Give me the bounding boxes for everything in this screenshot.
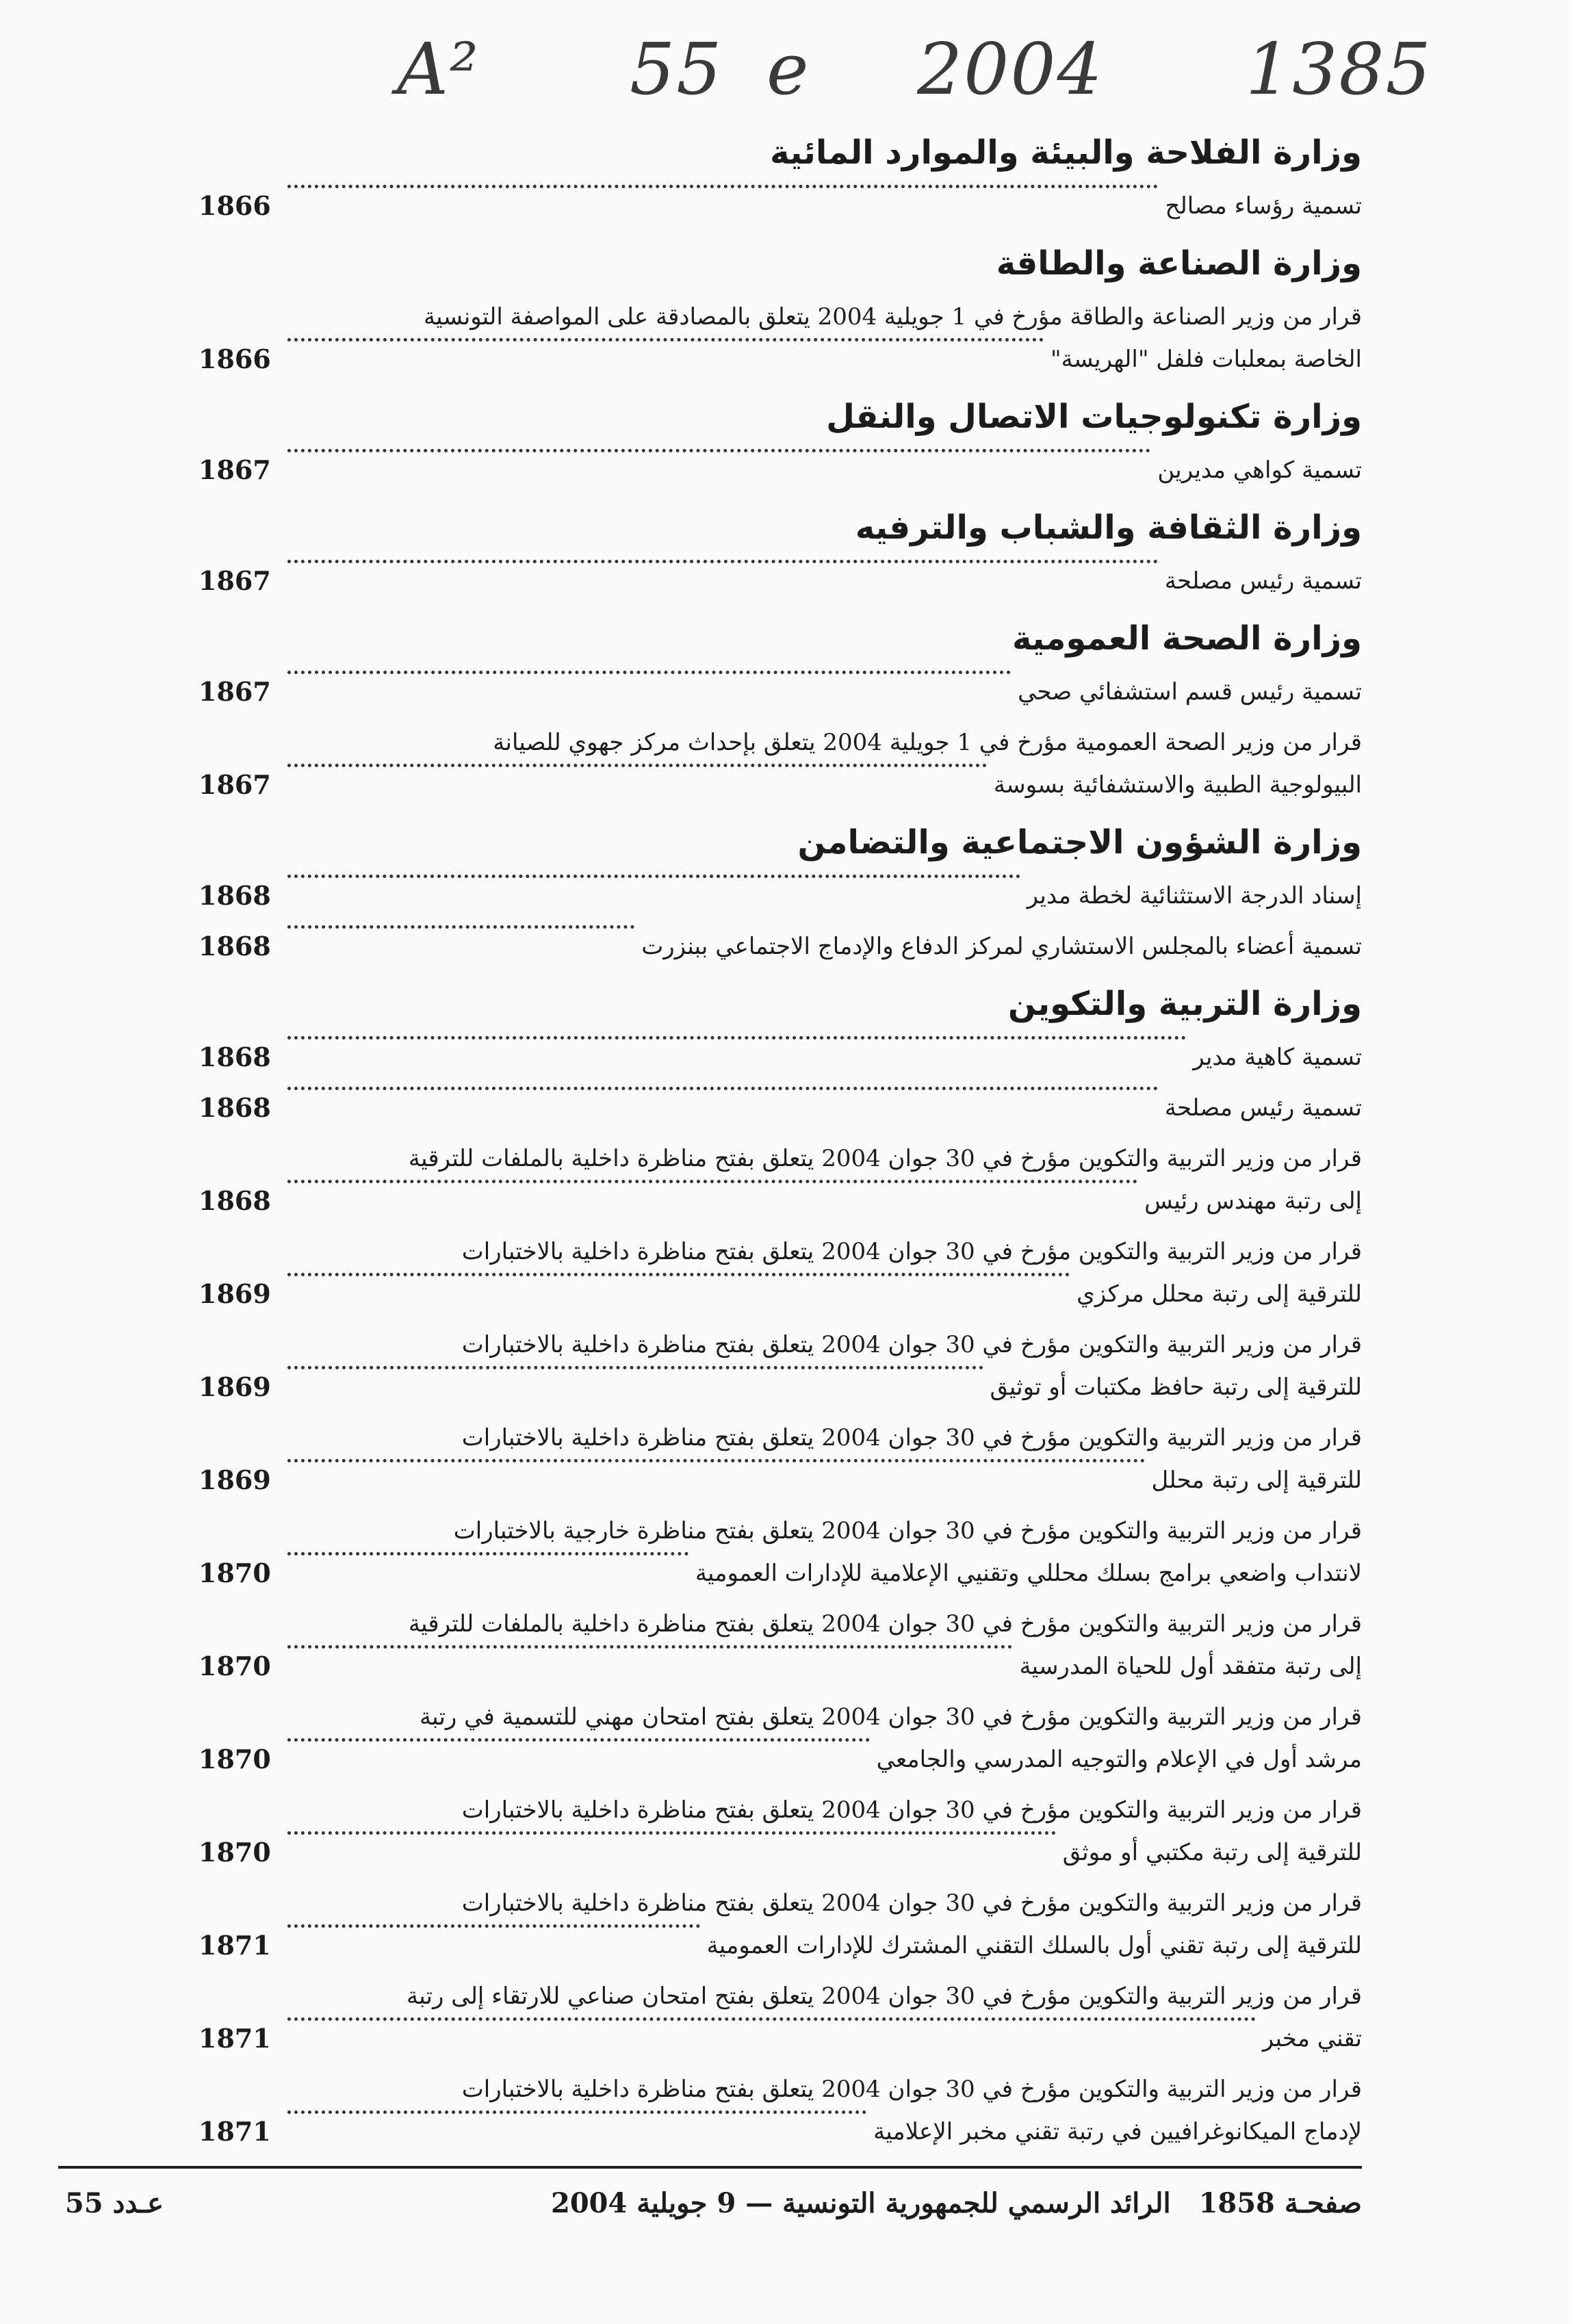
- dot-leader: [287, 1459, 1145, 1462]
- toc-entry-line: الخاصة بمعلبات فلفل "الهريسة": [1050, 346, 1362, 373]
- toc-entry-line: إلى رتبة متفقد أول للحياة المدرسية: [1019, 1653, 1362, 1680]
- toc-entry-last-line: [281, 1366, 1362, 1408]
- toc-entry-text: [281, 875, 1362, 917]
- dot-leader: [287, 1831, 1056, 1835]
- toc-entry-text: [281, 1789, 1362, 1874]
- toc-page-number: 1869: [198, 1278, 271, 1309]
- toc-entry-line: إلى رتبة مهندس رئيس: [1144, 1187, 1362, 1215]
- toc-entry-line: قرار من وزير التربية والتكوين مؤرخ في 30 جوان 2004 يتعلق بفتح مناظرة داخلية بالاختبارات: [461, 2076, 1362, 2103]
- toc-entry: [198, 1087, 1362, 1129]
- toc-entry-line: لانتداب واضعي برامج بسلك محللي وتقنيي الإعلامية للإدارات العمومية: [695, 1560, 1362, 1587]
- handwritten-mark: 1385: [1246, 27, 1432, 111]
- footer-rule: [58, 2166, 1362, 2169]
- dot-leader: [287, 671, 1011, 674]
- toc-page-number: 1868: [198, 1185, 271, 1216]
- toc-entry-line: قرار من وزير التربية والتكوين مؤرخ في 30 جوان 2004 يتعلق بفتح مناظرة خارجية بالاختبارات: [453, 1517, 1362, 1545]
- toc-entry-line: تسمية رؤساء مصالح: [1165, 192, 1362, 220]
- toc-entry: [198, 671, 1362, 713]
- toc-entry-line: تسمية أعضاء بالمجلس الاستشاري لمركز الدفاع والإدماج الاجتماعي ببنزرت: [641, 933, 1362, 960]
- toc-entry: [198, 925, 1362, 968]
- toc-entry-line: قرار من وزير التربية والتكوين مؤرخ في 30 جوان 2004 يتعلق بفتح مناظرة داخلية بالاختبارات: [461, 1424, 1362, 1451]
- toc-entry-text: [281, 1975, 1362, 2060]
- ministry-heading: وزارة الشؤون الاجتماعية والتضامن: [797, 823, 1362, 862]
- toc-entry: [198, 1975, 1362, 2060]
- toc-entry-last-line: [281, 449, 1362, 491]
- toc-entry-line: قرار من وزير التربية والتكوين مؤرخ في 30 جوان 2004 يتعلق بفتح امتحان مهني للتسمية في رتبة: [419, 1703, 1362, 1731]
- dot-leader: [287, 560, 1158, 563]
- toc-entry-line: قرار من وزير التربية والتكوين مؤرخ في 30 جوان 2004 يتعلق بفتح مناظرة داخلية بالاختبارات: [461, 1238, 1362, 1265]
- toc-entry-last-line: [281, 1645, 1362, 1688]
- toc-entry: [198, 1036, 1362, 1079]
- toc-page-number: 1866: [198, 344, 271, 374]
- toc-entry-line: البيولوجية الطبية والاستشفائية بسوسة: [993, 771, 1362, 799]
- handwritten-mark: e: [766, 27, 810, 111]
- toc-entry: [198, 185, 1362, 227]
- toc-entry-last-line: [281, 185, 1362, 227]
- toc-entry-line: تسمية رئيس مصلحة: [1164, 567, 1362, 595]
- toc-page-number: 1867: [198, 676, 271, 707]
- toc-entry-text: [281, 925, 1362, 968]
- toc-page-number: 1870: [198, 1744, 271, 1774]
- toc-page-number: 1871: [198, 1930, 271, 1961]
- toc-page-number: 1869: [198, 1371, 271, 1402]
- footer-issue-number: عـدد 55: [65, 2187, 164, 2219]
- toc-entry-text: [281, 1417, 1362, 1501]
- toc-entry-last-line: [281, 764, 1362, 806]
- toc-entry: [198, 1230, 1362, 1315]
- toc-page-number: 1869: [198, 1464, 271, 1495]
- toc-entry-line: قرار من وزير التربية والتكوين مؤرخ في 30 جوان 2004 يتعلق بفتح مناظرة داخلية بالملفات للترقية: [408, 1610, 1362, 1638]
- toc-entry-line: للترقية إلى رتبة محلل مركزي: [1077, 1280, 1362, 1308]
- ministry-heading: وزارة الفلاحة والبيئة والموارد المائية: [770, 133, 1362, 172]
- toc-entry: [198, 1789, 1362, 1874]
- toc-page-number: 1868: [198, 1042, 271, 1072]
- toc-entry-last-line: [281, 1180, 1362, 1222]
- handwritten-mark: A²: [397, 27, 480, 111]
- toc-entry-line: قرار من وزير الصحة العمومية مؤرخ في 1 جويلية 2004 يتعلق بإحداث مركز جهوي للصيانة: [493, 729, 1362, 756]
- toc-entry-line: قرار من وزير التربية والتكوين مؤرخ في 30 جوان 2004 يتعلق بفتح مناظرة داخلية بالملفات للترقية: [408, 1145, 1362, 1172]
- toc-entry-line: لإدماج الميكانوغرافيين في رتبة تقني مخبر الإعلامية: [873, 2118, 1362, 2145]
- toc-entry-last-line: [281, 560, 1362, 602]
- toc-entry-line: للترقية إلى رتبة تقني أول بالسلك التقني المشترك للإدارات العمومية: [706, 1932, 1362, 1959]
- toc-page-number: 1870: [198, 1651, 271, 1681]
- dot-leader: [287, 1087, 1158, 1090]
- toc-entry: [198, 1417, 1362, 1501]
- toc-page-number: 1871: [198, 2116, 271, 2147]
- dot-leader: [287, 449, 1150, 452]
- ministry-heading: وزارة الصناعة والطاقة: [996, 244, 1362, 283]
- ministry-heading: وزارة تكنولوجيات الاتصال والنقل: [826, 398, 1362, 436]
- toc-entry-line: تسمية رئيس قسم استشفائي صحي: [1018, 678, 1362, 706]
- toc-entry-line: مرشد أول في الإعلام والتوجيه المدرسي والجامعي: [876, 1746, 1362, 1773]
- toc-entry: [198, 875, 1362, 917]
- toc-page-number: 1868: [198, 931, 271, 961]
- toc-entry: [198, 1882, 1362, 1967]
- toc-entry-last-line: [281, 875, 1362, 917]
- toc-entry-text: [281, 1087, 1362, 1129]
- toc-page-number: 1867: [198, 565, 271, 596]
- toc-entry-last-line: [281, 2017, 1362, 2060]
- toc-page-number: 1867: [198, 454, 271, 485]
- dot-leader: [287, 1552, 688, 1555]
- toc-entry-text: [281, 449, 1362, 491]
- toc-entry-last-line: [281, 1036, 1362, 1079]
- toc-entry: [198, 1137, 1362, 1222]
- toc-entry-last-line: [281, 1924, 1362, 1967]
- dot-leader: [287, 925, 634, 929]
- toc-entry: [198, 721, 1362, 806]
- toc-entry-last-line: [281, 1087, 1362, 1129]
- toc-entry-text: [281, 1230, 1362, 1315]
- toc-entry-last-line: [281, 671, 1362, 713]
- toc-entry-last-line: [281, 1459, 1362, 1501]
- handwritten-mark: 55: [630, 27, 723, 111]
- toc-entry-text: [281, 296, 1362, 380]
- toc-entry-text: [281, 1603, 1362, 1688]
- toc-page-number: 1868: [198, 1092, 271, 1123]
- toc-page-number: 1870: [198, 1837, 271, 1868]
- dot-leader: [287, 185, 1158, 188]
- footer-page-number: صفحـة 1858: [1198, 2187, 1362, 2219]
- toc-entry-line: قرار من وزير التربية والتكوين مؤرخ في 30 جوان 2004 يتعلق بفتح مناظرة داخلية بالاختبارات: [461, 1331, 1362, 1358]
- dot-leader: [287, 875, 1020, 878]
- toc-entry-line: تسمية كاهية مدير: [1193, 1044, 1362, 1071]
- toc-entry: [198, 1510, 1362, 1594]
- dot-leader: [287, 1366, 983, 1369]
- handwritten-mark: 2004: [917, 27, 1104, 111]
- dot-leader: [287, 1645, 1012, 1649]
- toc-entry-last-line: [281, 1738, 1362, 1781]
- dot-leader: [287, 1738, 870, 1742]
- toc-entry-last-line: [281, 1552, 1362, 1594]
- toc-entry-text: [281, 560, 1362, 602]
- toc-entry-line: قرار من وزير التربية والتكوين مؤرخ في 30 جوان 2004 يتعلق بفتح مناظرة داخلية بالاختبارات: [461, 1889, 1362, 1917]
- toc-entry-line: قرار من وزير الصناعة والطاقة مؤرخ في 1 جويلية 2004 يتعلق بالمصادقة على المواصفة التونسية: [423, 303, 1362, 331]
- toc-entry: [198, 296, 1362, 380]
- dot-leader: [287, 764, 987, 767]
- toc-entry: [198, 1696, 1362, 1781]
- toc-entry-last-line: [281, 1831, 1362, 1874]
- ministry-heading: وزارة الصحة العمومية: [1012, 619, 1362, 658]
- toc-entry-text: [281, 1882, 1362, 1967]
- ministry-heading: وزارة الثقافة والشباب والترفيه: [855, 508, 1362, 547]
- dot-leader: [287, 1924, 700, 1928]
- toc-page-number: 1868: [198, 880, 271, 911]
- toc-entry-line: قرار من وزير التربية والتكوين مؤرخ في 30 جوان 2004 يتعلق بفتح مناظرة داخلية بالاختبارات: [461, 1796, 1362, 1824]
- toc-entry-text: [281, 185, 1362, 227]
- toc-entry-text: [281, 721, 1362, 806]
- toc-page-number: 1871: [198, 2023, 271, 2054]
- toc-entry-text: [281, 1324, 1362, 1408]
- toc-entry-line: قرار من وزير التربية والتكوين مؤرخ في 30 جوان 2004 يتعلق بفتح امتحان صناعي للارتقاء إلى رتبة: [407, 1983, 1362, 2010]
- dot-leader: [287, 1273, 1070, 1276]
- toc-entry-text: [281, 1036, 1362, 1079]
- dot-leader: [287, 2017, 1256, 2021]
- toc-page-number: 1867: [198, 769, 271, 800]
- dot-leader: [287, 1036, 1186, 1040]
- toc-entry: [198, 560, 1362, 602]
- toc-entry-text: [281, 2068, 1362, 2153]
- toc-entry-line: للترقية إلى رتبة محلل: [1151, 1467, 1362, 1494]
- toc-entry-text: [281, 1137, 1362, 1222]
- footer-journal-title: الرائد الرسمي للجمهورية التونسية — 9 جويلية 2004: [551, 2187, 1171, 2219]
- dot-leader: [287, 2110, 866, 2114]
- toc-page-number: 1866: [198, 190, 271, 221]
- toc-page-number: 1870: [198, 1558, 271, 1588]
- toc-entry-text: [281, 1696, 1362, 1781]
- toc-entry: [198, 449, 1362, 491]
- toc-entry-last-line: [281, 1273, 1362, 1315]
- dot-leader: [287, 338, 1044, 341]
- toc-entry: [198, 1324, 1362, 1408]
- toc-entry-last-line: [281, 925, 1362, 968]
- toc-entry-last-line: [281, 338, 1362, 380]
- toc-entry-line: تقني مخبر: [1262, 2025, 1362, 2052]
- toc-entry-line: للترقية إلى رتبة مكتبي أو موثق: [1062, 1839, 1362, 1866]
- ministry-heading: وزارة التربية والتكوين: [1007, 985, 1362, 1023]
- toc-entry-line: إسناد الدرجة الاستثنائية لخطة مدير: [1027, 882, 1362, 909]
- toc-entry: [198, 2068, 1362, 2153]
- toc-entry-line: تسمية كواهي مديرين: [1157, 456, 1362, 484]
- table-of-contents: [198, 116, 1362, 2153]
- toc-entry-text: [281, 671, 1362, 713]
- toc-entry-last-line: [281, 2110, 1362, 2153]
- dot-leader: [287, 1180, 1137, 1183]
- toc-entry-line: تسمية رئيس مصلحة: [1164, 1094, 1362, 1122]
- toc-entry: [198, 1603, 1362, 1688]
- toc-entry-line: للترقية إلى رتبة حافظ مكتبات أو توثيق: [990, 1373, 1362, 1401]
- toc-entry-text: [281, 1510, 1362, 1594]
